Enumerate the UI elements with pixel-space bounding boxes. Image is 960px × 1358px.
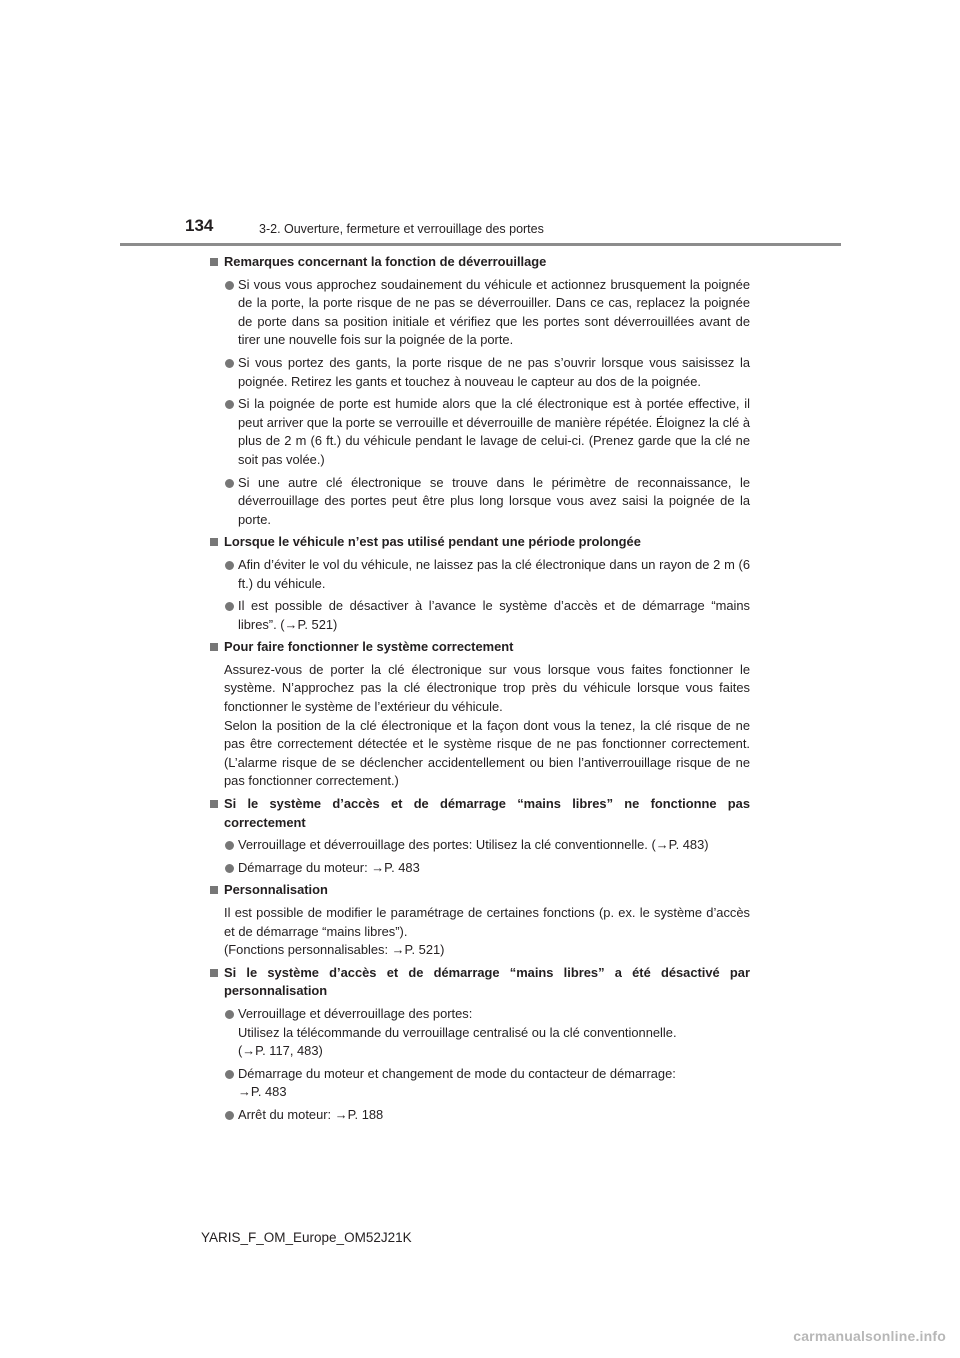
bullet-line: Démarrage du moteur et changement de mode du contacteur de démarrage:	[238, 1065, 676, 1081]
section-heading	[210, 795, 750, 832]
bullet-item	[210, 1005, 750, 1061]
section-heading	[210, 881, 750, 900]
circle-bullet-icon	[225, 602, 234, 611]
heading-text: Lorsque le véhicule n’est pas utilisé pendant une période prolongée	[224, 534, 641, 550]
paragraph-line: (Fonctions personnalisables: →P. 521)	[224, 942, 445, 958]
header-divider	[120, 243, 841, 246]
heading-text: Remarques concernant la fonction de déverrouillage	[224, 254, 547, 269]
bullet-item	[210, 276, 750, 350]
bullet-item	[210, 597, 750, 634]
section-heading	[210, 638, 750, 657]
bullet-text: Il est possible de désactiver à l’avance le système d’accès et de démarrage “mains libres”. (→P. 521)	[238, 598, 750, 632]
circle-bullet-icon	[225, 1111, 234, 1120]
page-number: 134	[185, 216, 214, 235]
square-bullet-icon	[210, 969, 218, 977]
bullet-item	[210, 474, 750, 530]
section-heading	[210, 253, 750, 272]
bullet-text: Afin d’éviter le vol du véhicule, ne laissez pas la clé électronique dans un rayon de 2 m (6 ft.) du véhicule.	[238, 556, 750, 591]
bullet-line: Verrouillage et déverrouillage des portes:	[238, 1005, 473, 1021]
square-bullet-icon	[210, 258, 218, 266]
section-heading	[210, 533, 750, 552]
circle-bullet-icon	[225, 841, 234, 850]
bullet-item	[210, 1106, 750, 1125]
bullet-text: Si la poignée de porte est humide alors que la clé électronique est à portée effective, il peut arriver que la porte se verrouille et déverrouille de manière répétée. Éloignez la clé à plus de 2 m (6 ft.) du véhicule pendant le lavage de celui-ci. (Prenez garde que la clé ne soit pas volée.)	[238, 396, 750, 467]
square-bullet-icon	[210, 800, 218, 808]
circle-bullet-icon	[225, 561, 234, 570]
footer-document-code: YARIS_F_OM_Europe_OM52J21K	[201, 1230, 412, 1245]
bullet-line: (→P. 117, 483)	[238, 1043, 323, 1059]
square-bullet-icon	[210, 538, 218, 546]
watermark-link[interactable]: carmanualsonline.info	[793, 1328, 946, 1344]
bullet-item	[210, 1065, 750, 1102]
circle-bullet-icon	[225, 359, 234, 368]
circle-bullet-icon	[225, 1010, 234, 1019]
heading-text: Personnalisation	[224, 882, 328, 898]
bullet-text: Démarrage du moteur: →P. 483	[238, 859, 420, 875]
page-content	[210, 253, 750, 1125]
heading-text: Si le système d’accès et de démarrage “mains libres” ne fonctionne pas correctement	[224, 796, 750, 830]
square-bullet-icon	[210, 643, 218, 651]
bullet-item	[210, 354, 750, 391]
bullet-line: Utilisez la télécommande du verrouillage centralisé ou la clé conventionnelle.	[238, 1024, 677, 1040]
bullet-item	[210, 859, 750, 878]
circle-bullet-icon	[225, 281, 234, 290]
paragraph	[210, 661, 750, 791]
heading-text: Pour faire fonctionner le système correctement	[224, 639, 514, 655]
circle-bullet-icon	[225, 479, 234, 488]
bullet-item	[210, 395, 750, 469]
bullet-text: Si vous vous approchez soudainement du véhicule et actionnez brusquement la poignée de la porte, la porte risque de ne pas se déverrouiller. Dans ce cas, replacez la poignée de porte dans sa position initiale et vérifiez que les portes sont déverrouillées avant de tirer une nouvelle fois sur la poignée de la porte.	[238, 276, 750, 348]
bullet-text: Arrêt du moteur: →P. 188	[238, 1106, 384, 1122]
paragraph	[210, 904, 750, 960]
paragraph-line: Il est possible de modifier le paramétrage de certaines fonctions (p. ex. le système d’accès et de démarrage “mains libres”).	[224, 905, 750, 939]
square-bullet-icon	[210, 886, 218, 894]
bullet-text: Verrouillage et déverrouillage des portes: Utilisez la clé conventionnelle. (→P. 483)	[238, 837, 709, 853]
circle-bullet-icon	[225, 864, 234, 873]
section-title: 3-2. Ouverture, fermeture et verrouillage des portes	[259, 222, 544, 236]
paragraph-line: Assurez-vous de porter la clé électronique sur vous lorsque vous faites fonctionner le système. N’approchez pas la clé électronique trop près du véhicule lorsque vous faites fonctionner le système de l’extérieur du véhicule.	[224, 661, 750, 715]
section-heading	[210, 964, 750, 1001]
bullet-item	[210, 556, 750, 593]
heading-text: Si le système d’accès et de démarrage “mains libres” a été désactivé par personnalisation	[224, 964, 750, 999]
bullet-item	[210, 836, 750, 855]
circle-bullet-icon	[225, 400, 234, 409]
bullet-text: Si une autre clé électronique se trouve dans le périmètre de reconnaissance, le déverrouillage des portes peut être plus long lorsque vous avez saisi la poignée de la porte.	[238, 474, 750, 527]
paragraph-line: Selon la position de la clé électronique et la façon dont vous la tenez, la clé risque de ne pas être correctement détectée et le système risque de ne pas fonctionner correctement. (L’alarme risque de se déclencher accidentellement ou bien l’antiverrouillage risque de ne pas fonctionner correctement.)	[224, 717, 750, 789]
bullet-line: →P. 483	[238, 1084, 287, 1100]
circle-bullet-icon	[225, 1070, 234, 1079]
bullet-text: Si vous portez des gants, la porte risque de ne pas s’ouvrir lorsque vous saisissez la poignée. Retirez les gants et touchez à nouveau le capteur au dos de la poignée.	[238, 354, 750, 389]
